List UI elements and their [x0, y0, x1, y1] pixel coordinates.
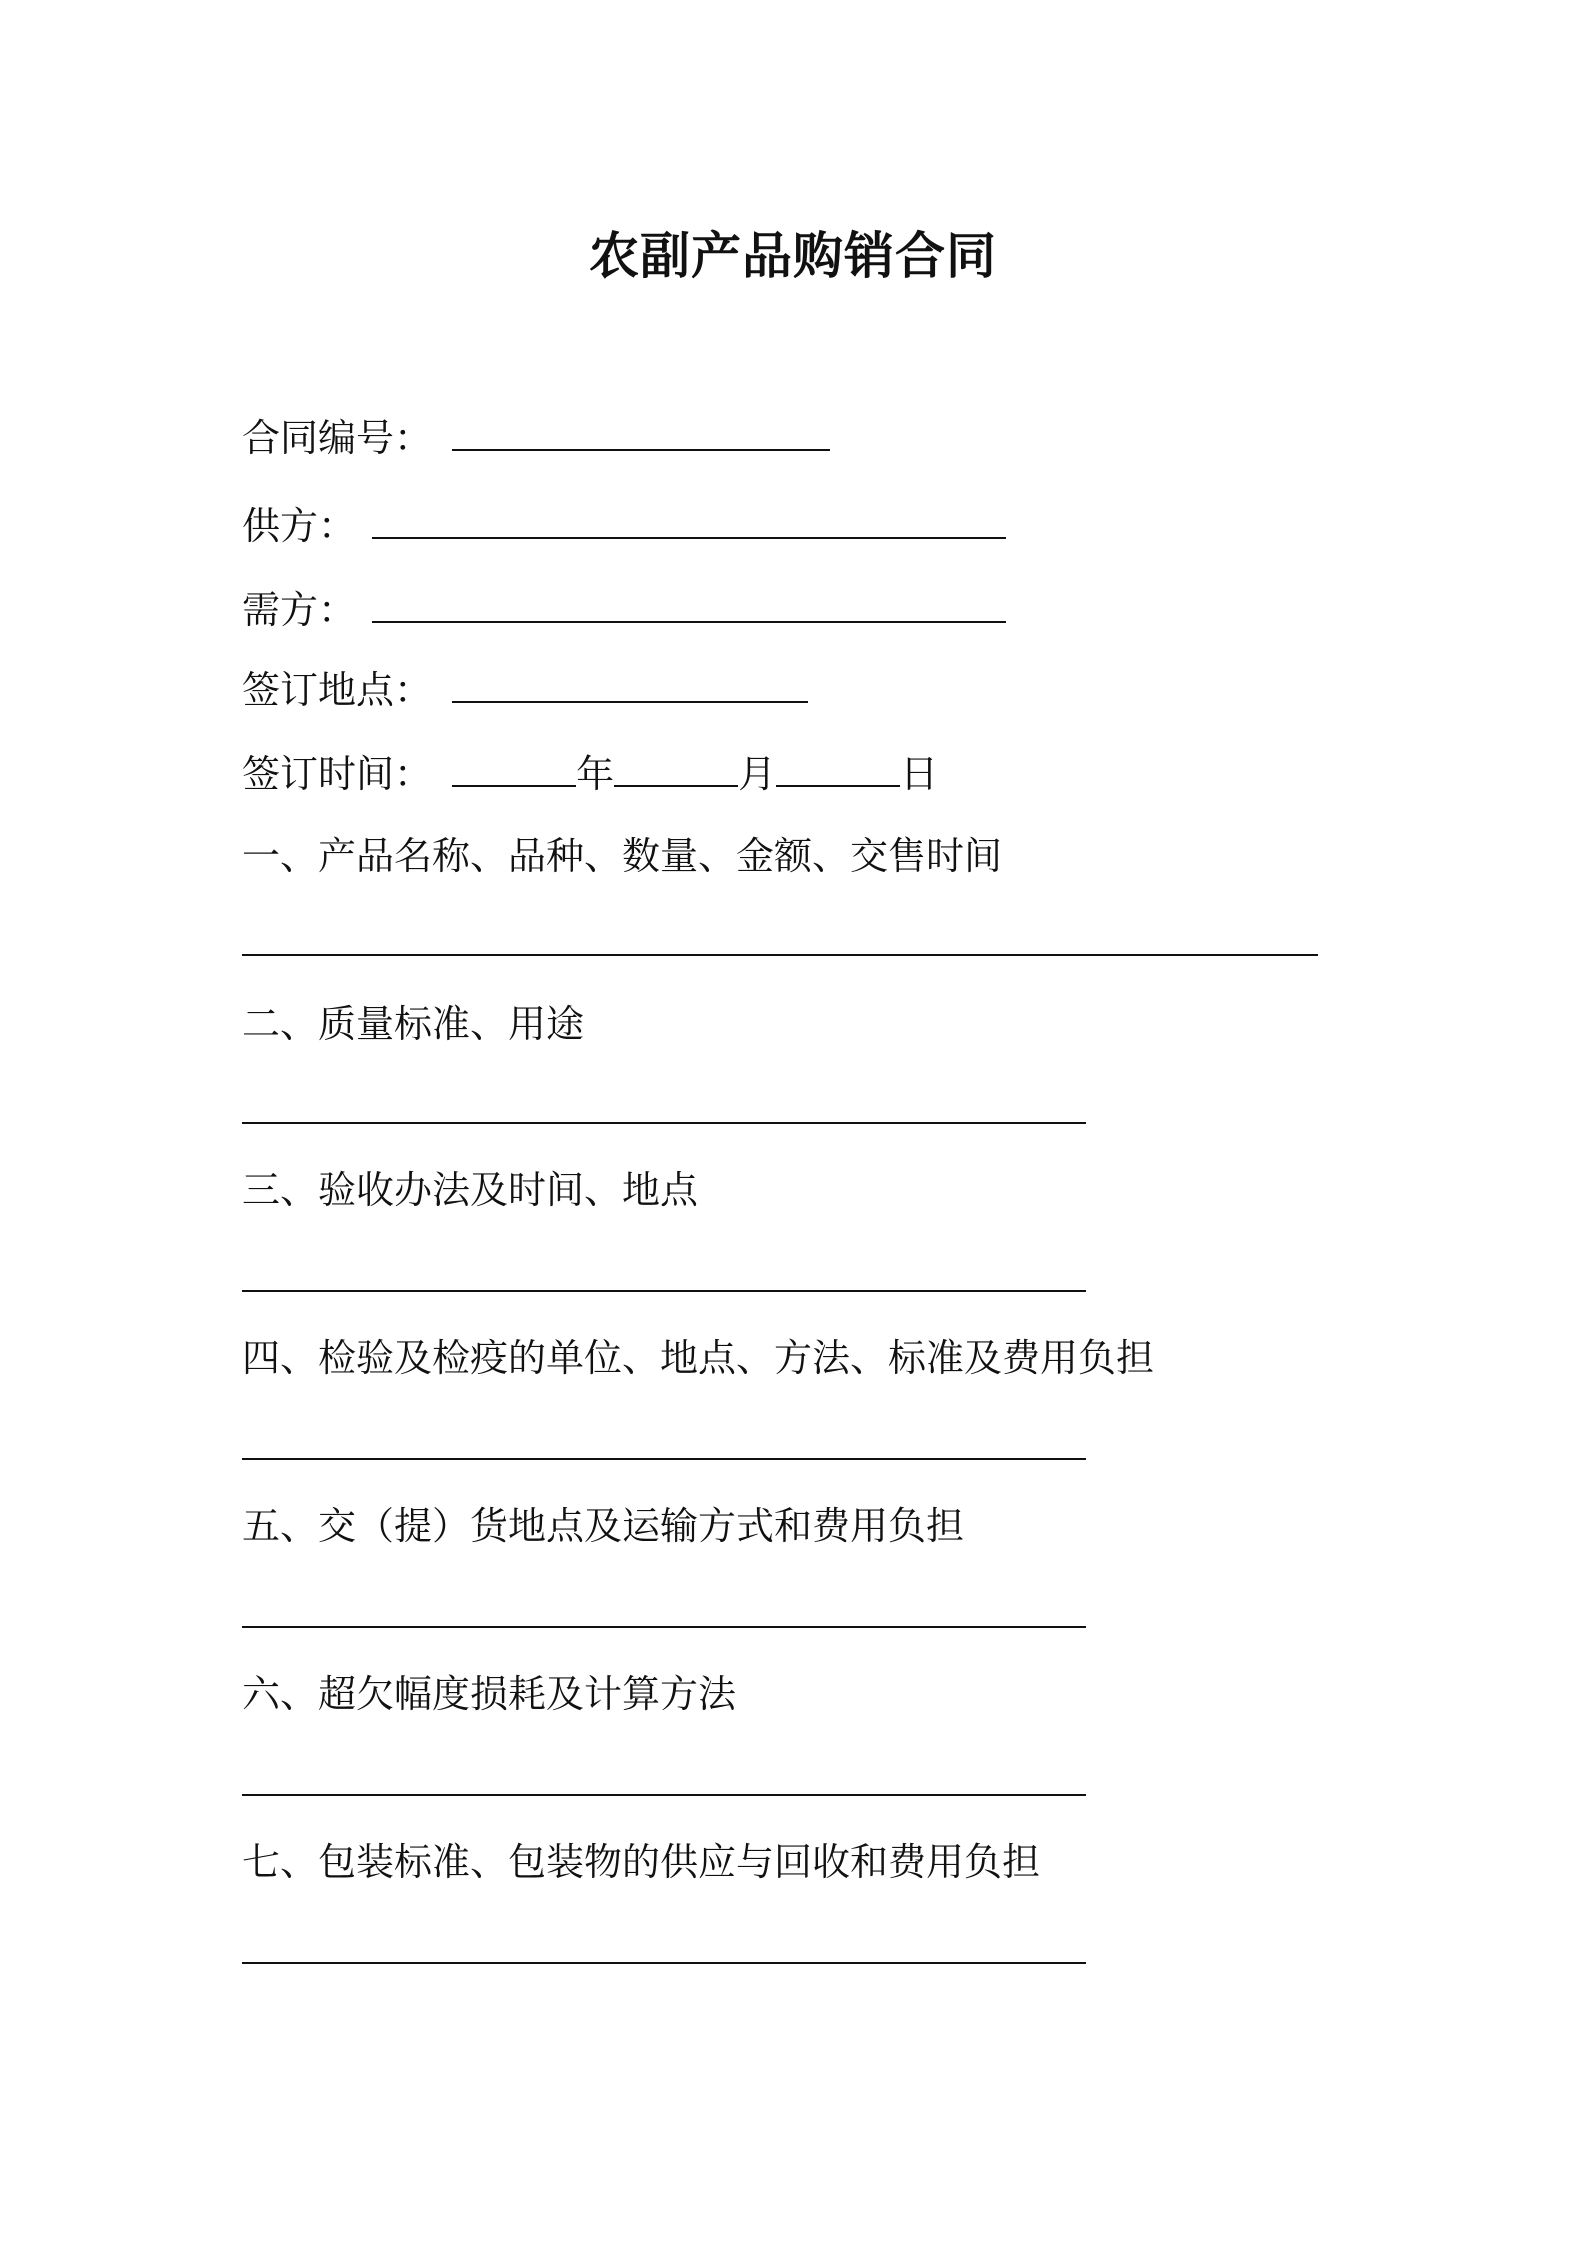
sign-place-label: 签订地点： [242, 668, 433, 712]
supplier-blank[interactable] [372, 503, 1006, 539]
month-blank[interactable] [614, 751, 738, 787]
supplier-label: 供方： [242, 504, 357, 548]
section-fill-line[interactable] [242, 1626, 1086, 1628]
day-label: 日 [900, 752, 939, 796]
contract-number-blank[interactable] [452, 415, 830, 451]
sign-place-row [242, 666, 808, 714]
buyer-label: 需方： [242, 588, 357, 632]
section-heading: 五、交（提）货地点及运输方式和费用负担 [242, 1504, 965, 1548]
sign-time-label: 签订时间： [242, 752, 433, 796]
sign-time-row [242, 750, 938, 798]
buyer-blank[interactable] [372, 587, 1006, 623]
section-fill-line[interactable] [242, 954, 1318, 956]
contract-number-row [242, 414, 830, 462]
page-title: 农副产品购销合同 [589, 227, 997, 285]
section-heading: 四、检验及检疫的单位、地点、方法、标准及费用负担 [242, 1336, 1155, 1380]
section-heading: 三、验收办法及时间、地点 [242, 1168, 699, 1212]
contract-number-label: 合同编号： [242, 416, 433, 460]
section-heading: 一、产品名称、品种、数量、金额、交售时间 [242, 834, 1003, 878]
section-heading: 二、质量标准、用途 [242, 1002, 585, 1046]
year-blank[interactable] [452, 751, 576, 787]
section-fill-line[interactable] [242, 1290, 1086, 1292]
section-fill-line[interactable] [242, 1122, 1086, 1124]
section-fill-line[interactable] [242, 1458, 1086, 1460]
supplier-row [242, 502, 1006, 550]
sign-place-blank[interactable] [452, 667, 808, 703]
section-heading: 七、包装标准、包装物的供应与回收和费用负担 [242, 1840, 1041, 1884]
section-heading: 六、超欠幅度损耗及计算方法 [242, 1672, 737, 1716]
year-label: 年 [576, 752, 615, 796]
month-label: 月 [738, 752, 777, 796]
day-blank[interactable] [776, 751, 900, 787]
section-fill-line[interactable] [242, 1962, 1086, 1964]
section-fill-line[interactable] [242, 1794, 1086, 1796]
buyer-row [242, 586, 1006, 634]
